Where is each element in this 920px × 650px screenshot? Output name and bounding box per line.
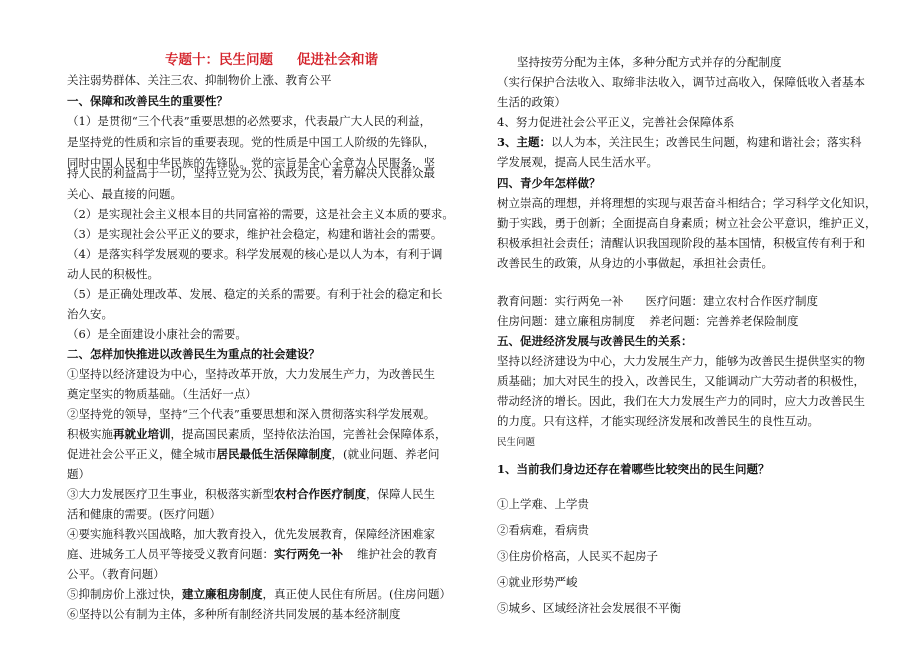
para-line: 持人民的利益高于一切，坚持立党为公、执政为民，着力解决人民群众最	[67, 166, 435, 180]
issue-line: 住房问题：建立廉租房制度 养老问题：完善养老保险制度	[497, 314, 799, 328]
para-line: 是坚持党的性质和宗旨的重要表现。党的性质是中国工人阶级的先锋队，	[67, 135, 435, 149]
para-line: 积极实施再就业培训，提高国民素质，坚持依法治国，完善社会保障体系，	[67, 427, 447, 441]
para-line: 坚持以经济建设为中心，大力发展生产力，能够为改善民生提供坚实的物	[497, 354, 865, 368]
para-line: （1）是贯彻“三个代表”重要思想的必然要求，代表最广大人民的利益，	[67, 114, 432, 128]
para-line: 促进社会公平正义，健全城市居民最低生活保障制度，(就业问题、养老问	[67, 447, 440, 461]
list-item: ⑤城乡、区域经济社会发展很不平衡	[497, 601, 681, 615]
para-line: ⑤抑制房价上涨过快，建立廉租房制度，真正使人民住有所居。(住房问题）	[67, 587, 451, 601]
heading-how-to: 二、怎样加快推进以改善民生为重点的社会建设？	[67, 347, 320, 361]
para-line: ③大力发展医疗卫生事业，积极落实新型农村合作医疗制度，保障人民生	[67, 487, 435, 501]
para-line: ②坚持党的领导，坚持“三个代表”重要思想和深入贯彻落实科学发展观。	[67, 407, 436, 421]
question-title: 1、当前我们身边还存在着哪些比较突出的民生问题？	[497, 462, 770, 476]
para-line: （2）是实现社会主义根本目的共同富裕的需要，这是社会主义本质的要求。	[67, 207, 454, 221]
para-line: 治久安。	[67, 307, 113, 321]
para-line: （4）是落实科学发展观的要求。科学发展观的核心是以人为本，有利于调	[67, 247, 443, 261]
para-line: 生活的政策）	[497, 95, 566, 109]
para-line: （3）是实现社会公平正义的要求，维护社会稳定，构建和谐社会的需要。	[67, 227, 443, 241]
section-label: 民生问题	[497, 437, 536, 448]
para-line: 4、努力促进社会公平正义，完善社会保障体系	[497, 115, 735, 129]
para-line: 庭、进城务工人员平等接受义教育问题：实行两免一补 维护社会的教育	[67, 547, 438, 561]
para-line: 勤于实践，勇于创新；全面提高自身素质；树立社会公平意识，维护正义，	[497, 216, 877, 230]
para-line: ①坚持以经济建设为中心，坚持改革开放，大力发展生产力，为改善民生	[67, 367, 435, 381]
doc-subtitle: 关注弱势群体、关注三农、抑制物价上涨、教育公平	[67, 73, 332, 87]
para-line: ⑥坚持以公有制为主体，多种所有制经济共同发展的基本经济制度	[67, 607, 401, 621]
para-line: 奠定坚实的物质基础。（生活好一点）	[67, 387, 257, 401]
heading-relation: 五、促进经济发展与改善民生的关系：	[497, 334, 693, 348]
list-item: ③住房价格高，人民买不起房子	[497, 549, 658, 563]
para-line: 同时中国人民和中华民族的先锋队。党的宗旨是全心全意为人民服务，坚	[67, 156, 435, 170]
para-line: （6）是全面建设小康社会的需要。	[67, 327, 247, 341]
para-line: 质基础；加大对民生的投入，改善民生，又能调动广大劳动者的积极性，	[497, 374, 865, 388]
para-line: 题）	[67, 467, 90, 481]
para-line: 关心、最直接的问题。	[67, 187, 182, 201]
para-line: 树立崇高的理想，并将理想的实现与艰苦奋斗相结合；学习科学文化知识，	[497, 196, 877, 210]
issue-line: 教育问题：实行两免一补 医疗问题：建立农村合作医疗制度	[497, 294, 818, 308]
para-line: （实行保护合法收入、取缔非法收入，调节过高收入，保障低收入者基本	[497, 75, 865, 89]
para-line: 动人民的积极性。	[67, 267, 159, 281]
list-item: ①上学难、上学贵	[497, 497, 589, 511]
para-line: 活和健康的需要。(医疗问题）	[67, 507, 221, 521]
para-line: 公平。（教育问题）	[67, 567, 165, 581]
heading-importance: 一、保障和改善民生的重要性？	[67, 94, 228, 108]
heading-youth: 四、青少年怎样做？	[497, 176, 601, 190]
list-item: ④就业形势严峻	[497, 575, 578, 589]
doc-title: 专题十：民生问题 促进社会和谐	[165, 52, 378, 68]
para-line: 3、主题：以人为本，关注民生；改善民生问题，构建和谐社会；落实科	[497, 135, 862, 149]
para-line: 坚持按劳分配为主体，多种分配方式并存的分配制度	[517, 55, 782, 69]
para-line: 带动经济的增长。因此，我们在大力发展生产力的同时，应大力改善民生	[497, 394, 865, 408]
para-line: ④要实施科教兴国战略，加大教育投入，优先发展教育，保障经济困难家	[67, 527, 435, 541]
para-line: （5）是正确处理改革、发展、稳定的关系的需要。有利于社会的稳定和长	[67, 287, 443, 301]
para-line: 改善民生的政策，从身边的小事做起，承担社会责任。	[497, 256, 773, 270]
para-line: 积极承担社会责任；清醒认识我国现阶段的基本国情，积极宣传有利于和	[497, 236, 865, 250]
list-item: ②看病难，看病贵	[497, 523, 589, 537]
para-line: 的力度。只有这样，才能实现经济发展和改善民生的良性互动。	[497, 414, 819, 428]
para-line: 学发展观，提高人民生活水平。	[497, 155, 658, 169]
